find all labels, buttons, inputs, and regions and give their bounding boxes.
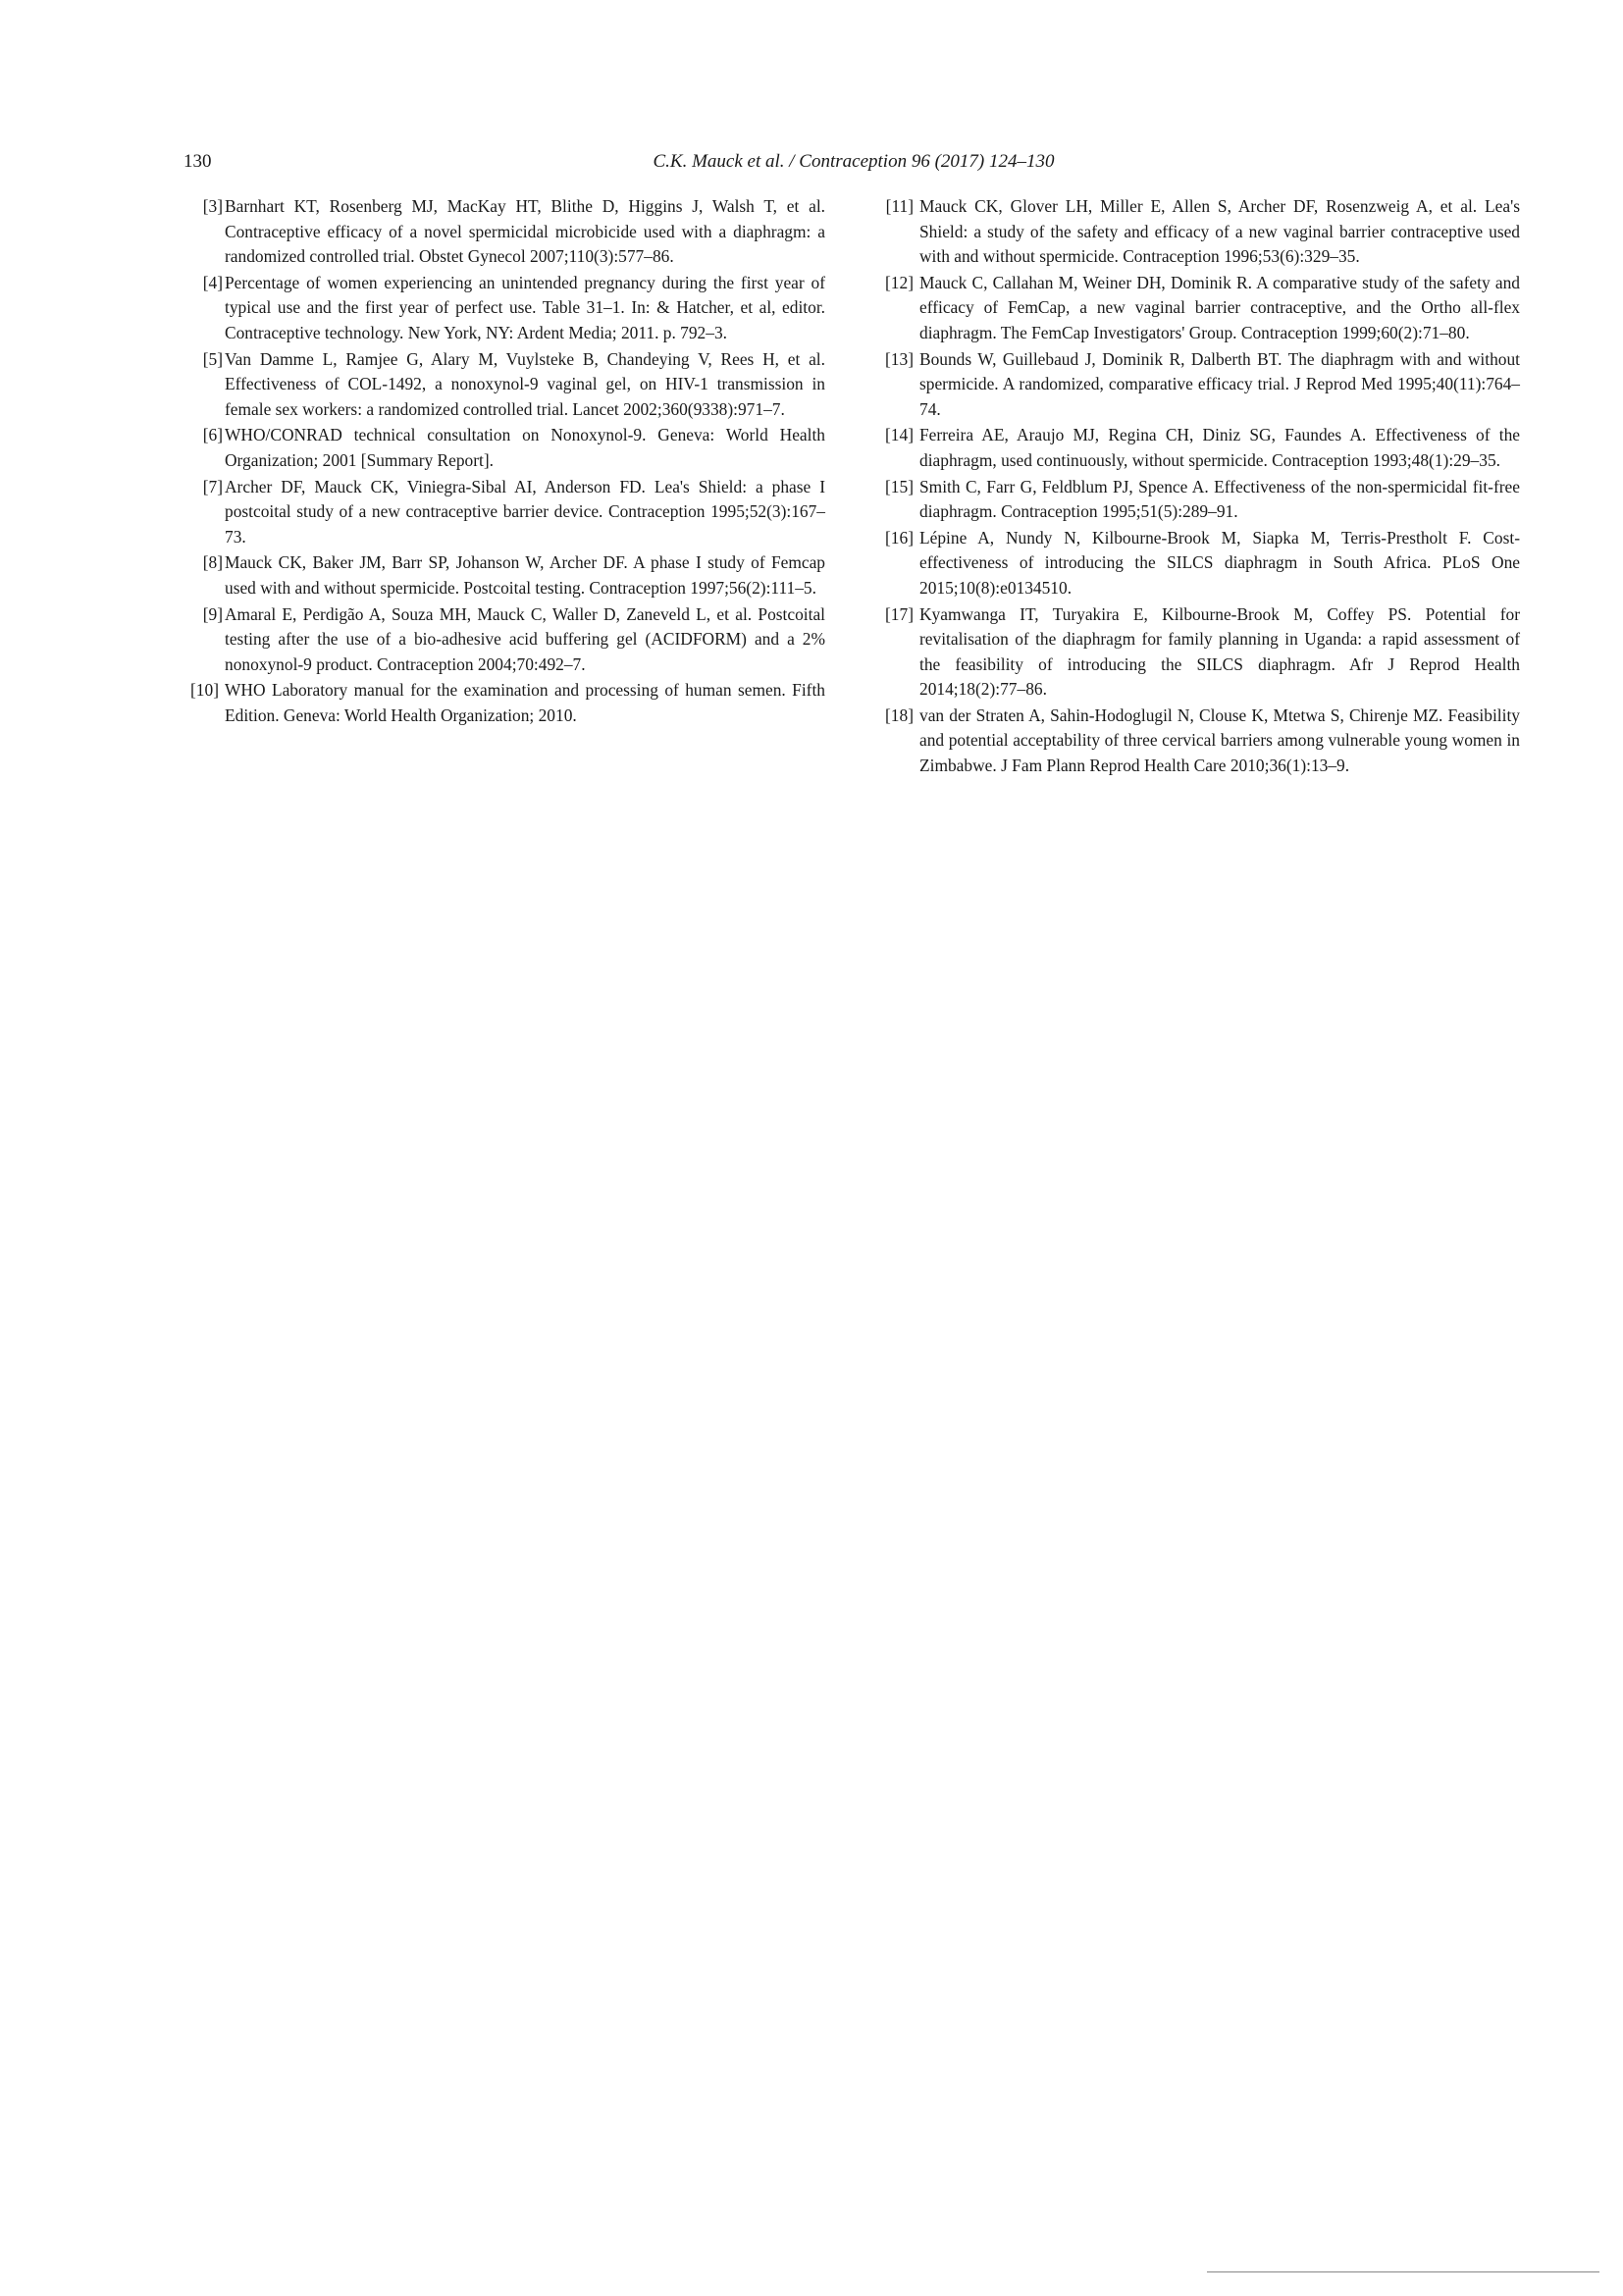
reference-text: Mauck C, Callahan M, Weiner DH, Dominik R. A comparative study of the safety and efficacy of FemCap, a new vaginal barrier contraceptive, and the Ortho all-flex diaphragm. The FemCap Investigators' Group. Contraception 1999;60(2):71–80.	[919, 272, 1520, 342]
reference-text: WHO/CONRAD technical consultation on Nonoxynol-9. Geneva: World Health Organization; 2001 [Summary Report].	[225, 425, 825, 470]
reference-number: [11]	[885, 196, 914, 216]
page-number: 130	[183, 151, 212, 172]
reference-item	[878, 602, 1520, 703]
reference-item	[878, 704, 1520, 779]
references-column-right	[878, 194, 1520, 780]
reference-text: WHO Laboratory manual for the examination and processing of human semen. Fifth Edition. Geneva: World Health Organization; 2010.	[225, 680, 825, 725]
reference-text: Ferreira AE, Araujo MJ, Regina CH, Diniz SG, Faundes A. Effectiveness of the diaphragm, used continuously, without spermicide. Contraception 1993;48(1):29–35.	[919, 425, 1520, 470]
reference-text: Van Damme L, Ramjee G, Alary M, Vuylsteke B, Chandeying V, Rees H, et al. Effectiveness of COL-1492, a nonoxynol-9 vaginal gel, on HIV-1 transmission in female sex workers: a randomized controlled trial. Lancet 2002;360(9338):971–7.	[225, 348, 825, 419]
reference-text: Mauck CK, Glover LH, Miller E, Allen S, Archer DF, Rosenzweig A, et al. Lea's Shield: a study of the safety and efficacy of a new vaginal barrier contraceptive used with and without spermicide. Contraception 1996;53(6):329–35.	[919, 196, 1520, 267]
reference-item	[878, 347, 1520, 423]
reference-text: Lépine A, Nundy N, Kilbourne-Brook M, Siapka M, Terris-Prestholt F. Cost-effectiveness of introducing the SILCS diaphragm in South Africa. PLoS One 2015;10(8):e0134510.	[919, 527, 1520, 598]
reference-text: Mauck CK, Baker JM, Barr SP, Johanson W, Archer DF. A phase I study of Femcap used with and without spermicide. Postcoital testing. Contraception 1997;56(2):111–5.	[225, 552, 825, 598]
reference-text: Percentage of women experiencing an unintended pregnancy during the first year of typical use and the first year of perfect use. Table 31–1. In: & Hatcher, et al, editor. Contraceptive technology. New York, NY: Ardent Media; 2011. p. 792–3.	[225, 272, 825, 342]
reference-text: Kyamwanga IT, Turyakira E, Kilbourne-Brook M, Coffey PS. Potential for revitalisation of the diaphragm for family planning in Uganda: a rapid assessment of the feasibility of introducing the SILCS diaphragm. Afr J Reprod Health 2014;18(2):77–86.	[919, 603, 1520, 700]
reference-text: Archer DF, Mauck CK, Viniegra-Sibal AI, Anderson FD. Lea's Shield: a phase I postcoital study of a new contraceptive barrier device. Contraception 1995;52(3):167–73.	[225, 476, 825, 547]
scan-artifact-line	[1207, 2271, 1599, 2272]
reference-number: [6]	[202, 425, 223, 445]
reference-text: Barnhart KT, Rosenberg MJ, MacKay HT, Blithe D, Higgins J, Walsh T, et al. Contraceptive efficacy of a novel spermicidal microbicide used with a diaphragm: a randomized controlled trial. Obstet Gynecol 2007;110(3):577–86.	[225, 196, 825, 267]
reference-number: [15]	[885, 476, 914, 496]
reference-number: [14]	[885, 425, 914, 445]
references-column-left	[183, 194, 825, 729]
reference-text: Amaral E, Perdigão A, Souza MH, Mauck C, Waller D, Zaneveld L, et al. Postcoital testing after the use of a bio-adhesive acid buffering gel (ACIDFORM) and a 2% nonoxynol-9 product. Contraception 2004;70:492–7.	[225, 603, 825, 674]
reference-number: [18]	[885, 704, 914, 725]
reference-item	[183, 194, 825, 270]
reference-number: [10]	[190, 680, 219, 701]
reference-number: [9]	[202, 603, 223, 624]
reference-number: [16]	[885, 527, 914, 548]
reference-item	[183, 678, 825, 728]
reference-number: [4]	[202, 272, 223, 292]
reference-number: [7]	[202, 476, 223, 496]
reference-item	[183, 602, 825, 678]
reference-number: [13]	[885, 348, 914, 369]
running-head: C.K. Mauck et al. / Contraception 96 (2017) 124–130	[653, 151, 1055, 172]
reference-item	[878, 475, 1520, 525]
reference-number: [12]	[885, 272, 914, 292]
reference-item	[183, 423, 825, 473]
reference-item	[183, 271, 825, 346]
reference-number: [17]	[885, 603, 914, 624]
reference-number: [5]	[202, 348, 223, 369]
reference-text: Bounds W, Guillebaud J, Dominik R, Dalberth BT. The diaphragm with and without spermicide. A randomized, comparative efficacy trial. J Reprod Med 1995;40(11):764–74.	[919, 348, 1520, 419]
reference-item	[878, 526, 1520, 601]
reference-item	[183, 475, 825, 550]
reference-item	[183, 347, 825, 423]
reference-text: Smith C, Farr G, Feldblum PJ, Spence A. Effectiveness of the non-spermicidal fit-free diaphragm. Contraception 1995;51(5):289–91.	[919, 476, 1520, 522]
reference-text: van der Straten A, Sahin-Hodoglugil N, Clouse K, Mtetwa S, Chirenje MZ. Feasibility and potential acceptability of three cervical barriers among vulnerable young women in Zimbabwe. J Fam Plann Reprod Health Care 2010;36(1):13–9.	[919, 704, 1520, 776]
reference-item	[878, 194, 1520, 270]
reference-item	[878, 423, 1520, 473]
reference-item	[878, 271, 1520, 346]
reference-number: [8]	[202, 552, 223, 573]
reference-item	[183, 550, 825, 600]
reference-number: [3]	[202, 196, 223, 216]
